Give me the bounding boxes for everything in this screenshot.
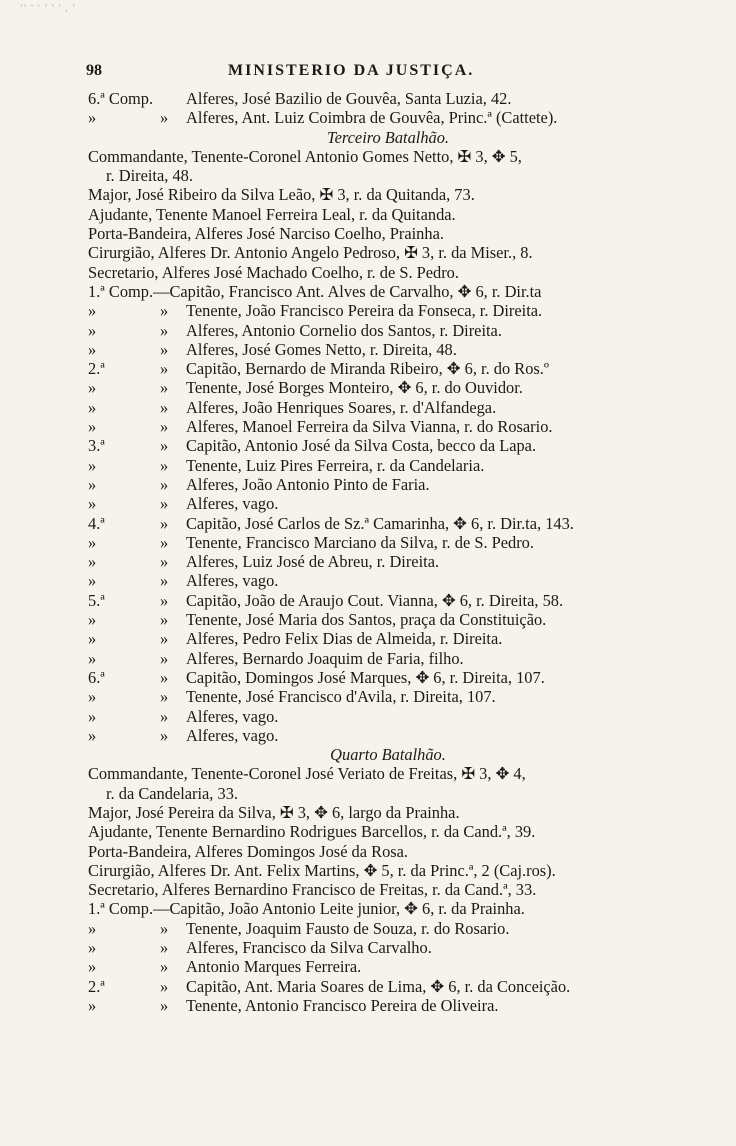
ditto-column: » [160, 687, 169, 707]
section-title: Quarto Batalhão. [330, 745, 446, 765]
ditto-column: » [160, 474, 169, 494]
roster-line [0, 456, 736, 475]
roster-line [0, 359, 736, 378]
entry-continuation: r. da Candelaria, 33. [106, 783, 238, 803]
roster-line [0, 668, 736, 687]
entry-text: Capitão, José Carlos de Sz.ª Camarinha, ✥ 6, r. Dir.ta, 143. [186, 513, 574, 533]
roster-line [0, 340, 736, 359]
entry-text: Major, José Pereira da Silva, ✠ 3, ✥ 6, largo da Prainha. [88, 802, 460, 822]
ditto-column: » [160, 725, 169, 745]
entry-text: Alferes, Bernardo Joaquim de Faria, filho. [186, 648, 464, 668]
company-column: » [88, 957, 97, 977]
entry-text: Alferes, vago. [186, 725, 279, 745]
ditto-column: » [160, 918, 169, 938]
entry-text: Ajudante, Tenente Bernardino Rodrigues Barcellos, r. da Cand.ª, 39. [88, 822, 536, 842]
entry-text: Commandante, Tenente-Coronel José Veriato de Freitas, ✠ 3, ✥ 4, [88, 764, 526, 784]
entry-text: Alferes, Ant. Luiz Coimbra de Gouvêa, Princ.ª (Cattete). [186, 108, 558, 128]
roster-line [0, 764, 736, 783]
company-column: 5.ª [88, 590, 105, 610]
entry-text: Capitão, Bernardo de Miranda Ribeiro, ✥ 6, r. do Ros.º [186, 359, 549, 379]
roster-line [0, 224, 736, 243]
ditto-column: » [160, 667, 169, 687]
ditto-column: » [160, 378, 169, 398]
company-column: 3.ª [88, 436, 105, 456]
roster-line [0, 629, 736, 648]
ditto-column: » [160, 629, 169, 649]
roster-line [0, 494, 736, 513]
entry-text: Tenente, José Maria dos Santos, praça da Constituição. [186, 610, 547, 630]
company-column: » [88, 552, 97, 572]
entry-text: Alferes, vago. [186, 571, 279, 591]
ditto-column: » [160, 648, 169, 668]
ditto-column: » [160, 590, 169, 610]
roster-line [0, 147, 736, 166]
ditto-column: » [160, 417, 169, 437]
ditto-column: » [160, 436, 169, 456]
ditto-column: » [160, 995, 169, 1015]
company-column: 2.ª [88, 976, 105, 996]
company-column: » [88, 339, 97, 359]
entry-text: Porta-Bandeira, Alferes José Narciso Coelho, Prainha. [88, 224, 444, 244]
entry-text: Major, José Ribeiro da Silva Leão, ✠ 3, r. da Quitanda, 73. [88, 185, 475, 205]
roster-line [0, 108, 736, 127]
entry-text: Alferes, vago. [186, 706, 279, 726]
entry-text: Porta-Bandeira, Alferes Domingos José da Rosa. [88, 841, 409, 861]
company-column: » [88, 532, 97, 552]
roster-line [0, 166, 736, 185]
roster-line [0, 263, 736, 282]
ditto-column: » [160, 339, 169, 359]
entry-text: Tenente, Joaquim Fausto de Souza, r. do Rosario. [186, 918, 510, 938]
roster-line [0, 996, 736, 1015]
company-column: » [88, 938, 97, 958]
ditto-column: » [160, 397, 169, 417]
roster-line [0, 707, 736, 726]
entry-text: Cirurgião, Alferes Dr. Ant. Felix Martins, ✥ 5, r. da Princ.ª, 2 (Caj.ros). [88, 860, 556, 880]
company-column: 6.ª Comp. [88, 89, 154, 108]
company-column: » [88, 397, 97, 417]
entry-text: Ajudante, Tenente Manoel Ferreira Leal, r. da Quitanda. [88, 204, 456, 224]
ditto-column: » [160, 706, 169, 726]
entry-text: Cirurgião, Alferes Dr. Antonio Angelo Pedroso, ✠ 3, r. da Miser., 8. [88, 243, 533, 263]
roster-line [0, 919, 736, 938]
company-column: » [88, 687, 97, 707]
entry-text: Alferes, José Bazilio de Gouvêa, Santa Luzia, 42. [186, 89, 512, 108]
roster-line [0, 436, 736, 455]
entry-text: Secretario, Alferes Bernardino Francisco de Freitas, r. da Cand.ª, 33. [88, 880, 537, 900]
company-column: » [88, 610, 97, 630]
entry-continuation: r. Direita, 48. [106, 166, 193, 186]
running-title: MINISTERIO DA JUSTIÇA. [228, 62, 475, 79]
roster-line [0, 205, 736, 224]
company-column: 2.ª [88, 359, 105, 379]
roster-line [0, 475, 736, 494]
company-column: » [88, 378, 97, 398]
company-column: » [88, 320, 97, 340]
section-title: Terceiro Batalhão. [326, 127, 450, 147]
entry-text: Capitão, João de Araujo Cout. Vianna, ✥ 6, r. Direita, 58. [186, 590, 564, 610]
entry-text: Secretario, Alferes José Machado Coelho, r. de S. Pedro. [88, 262, 459, 282]
entry-text: 1.ª Comp.—Capitão, João Antonio Leite junior, ✥ 6, r. da Prainha. [88, 899, 525, 919]
ditto-column: » [160, 455, 169, 475]
section-heading [0, 745, 736, 764]
company-column: » [88, 648, 97, 668]
company-column: » [88, 725, 97, 745]
company-column: » [88, 417, 97, 437]
roster-line [0, 378, 736, 397]
company-column: » [88, 301, 97, 321]
roster-line [0, 977, 736, 996]
entry-text: Alferes, Luiz José de Abreu, r. Direita. [186, 552, 440, 572]
entry-text: Alferes, Francisco da Silva Carvalho. [186, 938, 432, 958]
ditto-column: » [160, 957, 169, 977]
company-column: 6.ª [88, 667, 105, 687]
company-column: » [88, 455, 97, 475]
roster-line [0, 321, 736, 340]
entry-text: Alferes, Antonio Cornelio dos Santos, r. Direita. [186, 320, 502, 340]
company-column: » [88, 108, 97, 128]
page-header [86, 62, 686, 86]
roster-line [0, 514, 736, 533]
company-column: » [88, 706, 97, 726]
page-number: 98 [86, 62, 102, 79]
roster-line [0, 899, 736, 918]
roster-line [0, 687, 736, 706]
ditto-column: » [160, 359, 169, 379]
entry-text: Tenente, José Borges Monteiro, ✥ 6, r. do Ouvidor. [186, 378, 523, 398]
entry-text: Alferes, Pedro Felix Dias de Almeida, r. Direita. [186, 629, 503, 649]
entry-text: Alferes, João Antonio Pinto de Faria. [186, 474, 430, 494]
roster-line [0, 861, 736, 880]
ditto-column: » [160, 301, 169, 321]
roster-line [0, 571, 736, 590]
roster-line [0, 803, 736, 822]
company-column: » [88, 995, 97, 1015]
roster-line [0, 243, 736, 262]
roster-line [0, 533, 736, 552]
company-column: » [88, 494, 97, 514]
page-speckle-mark: ʽʼ ʽ ˈ ʼ ʽ ˈ ˌ ʼ [20, 4, 76, 13]
entry-text: Alferes, José Gomes Netto, r. Direita, 48. [186, 339, 457, 359]
roster-line [0, 938, 736, 957]
roster-line [0, 822, 736, 841]
roster-line [0, 610, 736, 629]
roster-line [0, 784, 736, 803]
roster-line [0, 591, 736, 610]
roster-line [0, 649, 736, 668]
company-column: » [88, 629, 97, 649]
roster-line [0, 301, 736, 320]
company-column: 4.ª [88, 513, 105, 533]
ditto-column: » [160, 552, 169, 572]
entry-text: Alferes, Manoel Ferreira da Silva Vianna, r. do Rosario. [186, 417, 553, 437]
entry-text: Capitão, Ant. Maria Soares de Lima, ✥ 6, r. da Conceição. [186, 976, 571, 996]
ditto-column: » [160, 976, 169, 996]
ditto-column: » [160, 532, 169, 552]
company-column: » [88, 571, 97, 591]
entry-text: Tenente, Francisco Marciano da Silva, r. de S. Pedro. [186, 532, 534, 552]
entry-text: Tenente, Antonio Francisco Pereira de Oliveira. [186, 995, 499, 1015]
entry-text: Tenente, José Francisco d'Avila, r. Direita, 107. [186, 687, 496, 707]
entry-text: Capitão, Antonio José da Silva Costa, becco da Lapa. [186, 436, 537, 456]
section-heading [0, 128, 736, 147]
roster-line [0, 880, 736, 899]
company-column: » [88, 918, 97, 938]
ditto-column: » [160, 571, 169, 591]
roster-line [0, 89, 736, 108]
roster-line [0, 398, 736, 417]
entry-text: Alferes, João Henriques Soares, r. d'Alfandega. [186, 397, 497, 417]
ditto-column: » [160, 494, 169, 514]
entry-text: Tenente, João Francisco Pereira da Fonseca, r. Direita. [186, 301, 543, 321]
roster-line [0, 726, 736, 745]
ditto-column: » [160, 320, 169, 340]
roster-body [0, 89, 736, 1015]
company-column: » [88, 474, 97, 494]
entry-text: Antonio Marques Ferreira. [186, 957, 362, 977]
entry-text: Alferes, vago. [186, 494, 279, 514]
roster-line [0, 185, 736, 204]
ditto-column: » [160, 610, 169, 630]
entry-text: Tenente, Luiz Pires Ferreira, r. da Candelaria. [186, 455, 485, 475]
roster-line [0, 842, 736, 861]
roster-line [0, 417, 736, 436]
entry-text: 1.ª Comp.—Capitão, Francisco Ant. Alves de Carvalho, ✥ 6, r. Dir.ta [88, 281, 542, 301]
ditto-column: » [160, 513, 169, 533]
entry-text: Commandante, Tenente-Coronel Antonio Gomes Netto, ✠ 3, ✥ 5, [88, 146, 522, 166]
roster-line [0, 957, 736, 976]
ditto-column: » [160, 938, 169, 958]
entry-text: Capitão, Domingos José Marques, ✥ 6, r. Direita, 107. [186, 667, 545, 687]
ditto-column: » [160, 108, 169, 128]
roster-line [0, 552, 736, 571]
roster-line [0, 282, 736, 301]
